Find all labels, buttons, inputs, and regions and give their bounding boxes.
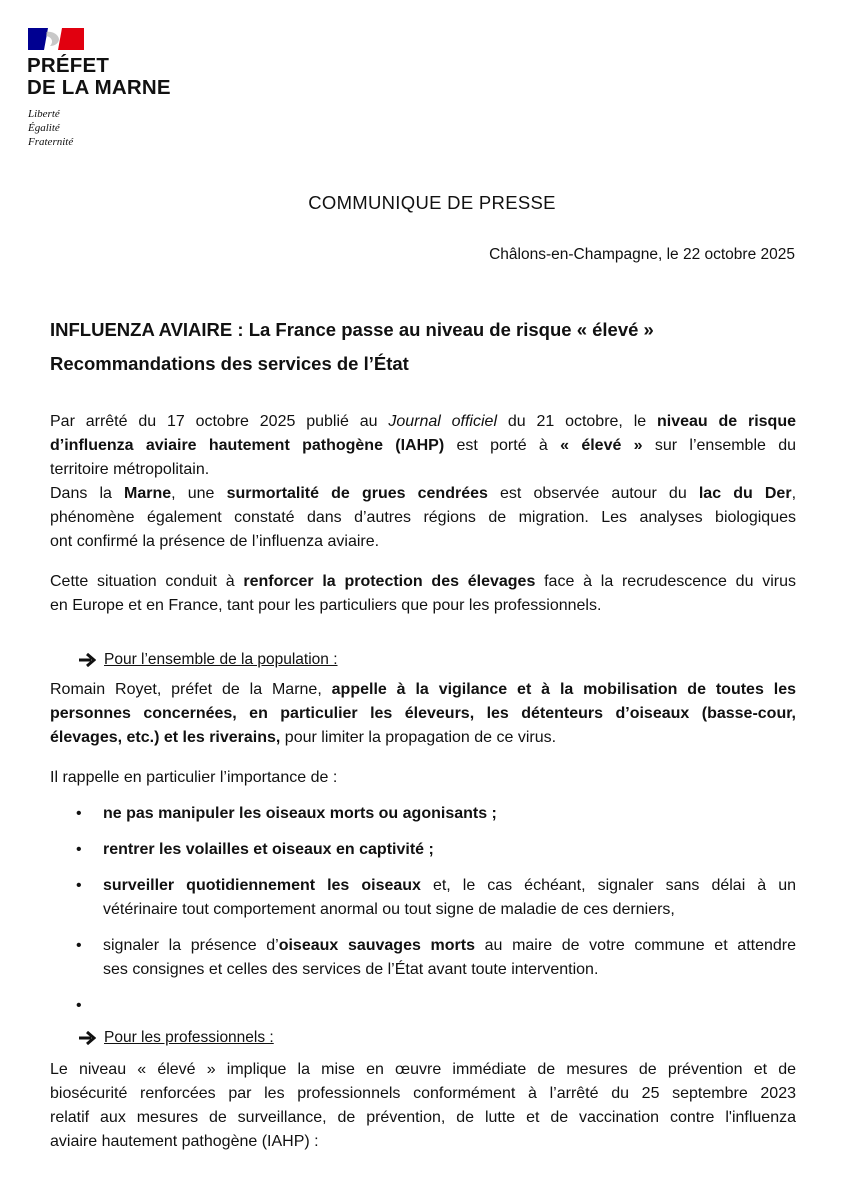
motto-egalite: Égalité bbox=[28, 122, 60, 134]
prefect-line-2: personnes concernées, en particulier les éleveurs, les détenteurs d’oiseaux (basse-cour, bbox=[50, 705, 796, 722]
situation-paragraph bbox=[50, 570, 796, 618]
professionals-paragraph bbox=[50, 1058, 796, 1154]
list-item: • rentrer les volailles et oiseaux en captivité ; bbox=[50, 838, 796, 862]
press-release-title: INFLUENZA AVIAIRE : La France passe au niveau de risque « élevé » bbox=[50, 319, 654, 340]
place-date: Châlons-en-Champagne, le 22 octobre 2025 bbox=[489, 246, 795, 263]
professionals-line-1: Le niveau « élevé » implique la mise en œuvre immédiate de mesures de prévention et de bbox=[50, 1061, 796, 1078]
situation-line-2: en Europe et en France, tant pour les particuliers que pour les professionnels. bbox=[50, 597, 602, 614]
press-release-subtitle: Recommandations des services de l’État bbox=[50, 353, 409, 374]
arrow-right-icon bbox=[78, 653, 96, 667]
list-item: • ne pas manipuler les oiseaux morts ou agonisants ; bbox=[50, 802, 796, 826]
situation-line-1: Cette situation conduit à renforcer la protection des élevages face à la recrudescence du virus bbox=[50, 573, 796, 590]
marne-line-1: Dans la Marne, une surmortalité de grues cendrées est observée autour du lac du Der, bbox=[50, 485, 797, 502]
bullet-dot: • bbox=[76, 997, 82, 1014]
marne-line-3: ont confirmé la présence de l’influenza aviaire. bbox=[50, 533, 380, 550]
section-professionals-heading bbox=[78, 1028, 274, 1048]
section-professionals-label: Pour les professionnels : bbox=[104, 1029, 274, 1046]
reminder-intro: Il rappelle en particulier l’importance de : bbox=[50, 769, 338, 786]
intro-paragraph bbox=[50, 410, 796, 554]
intro-line-2: d’influenza aviaire hautement pathogène (IAHP) est porté à « élevé » sur l’ensemble du bbox=[50, 437, 797, 454]
recommendations-list bbox=[50, 802, 796, 1018]
professionals-line-4: aviaire hautement pathogène (IAHP) : bbox=[50, 1133, 319, 1150]
professionals-line-3: relatif aux mesures de surveillance, de prévention, de lutte et de vaccination contre l'influenza bbox=[50, 1109, 796, 1126]
marne-line-2: phénomène également constaté dans d’autres régions de migration. Les analyses biologiques bbox=[50, 509, 796, 526]
intro-line-1: Par arrêté du 17 octobre 2025 publié au Journal officiel du 21 octobre, le niveau de risque bbox=[50, 413, 797, 430]
list-item: • signaler la présence d’oiseaux sauvages morts au maire de votre commune et attendre ses consignes et celles des services de l’État avant toute intervention. bbox=[50, 934, 796, 982]
republic-motto bbox=[28, 107, 73, 149]
bullet-dot: • bbox=[76, 937, 82, 954]
professionals-line-2: biosécurité renforcées par les professionnels conformément à l’arrêté du 25 septembre 2023 bbox=[50, 1085, 796, 1102]
prefect-line-1: Romain Royet, préfet de la Marne, appelle à la vigilance et à la mobilisation de toutes les bbox=[50, 681, 796, 698]
organization-name bbox=[27, 55, 171, 99]
prefect-call-paragraph bbox=[50, 678, 796, 750]
motto-fraternite: Fraternité bbox=[28, 136, 74, 148]
document-type: COMMUNIQUE DE PRESSE bbox=[308, 192, 556, 213]
org-name-line2: DE LA MARNE bbox=[27, 76, 171, 99]
intro-line-3: territoire métropolitain. bbox=[50, 461, 210, 478]
motto-liberte: Liberté bbox=[28, 108, 60, 120]
bullet-dot: • bbox=[76, 805, 82, 822]
section-population-heading bbox=[78, 650, 338, 670]
list-item: • surveiller quotidiennement les oiseaux et, le cas échéant, signaler sans délai à un vétérinaire tout comportement anormal ou tout signe de maladie de ces derniers, bbox=[50, 874, 796, 922]
bullet-dot: • bbox=[76, 841, 82, 858]
marianne-flag-icon bbox=[28, 28, 84, 50]
section-population-label: Pour l’ensemble de la population : bbox=[104, 651, 338, 668]
bullet-dot: • bbox=[76, 877, 82, 894]
org-name-line1: PRÉFET bbox=[27, 54, 110, 77]
list-item-empty bbox=[50, 994, 796, 1018]
arrow-right-icon bbox=[78, 1031, 96, 1045]
prefect-line-3: élevages, etc.) et les riverains, pour limiter la propagation de ce virus. bbox=[50, 729, 557, 746]
